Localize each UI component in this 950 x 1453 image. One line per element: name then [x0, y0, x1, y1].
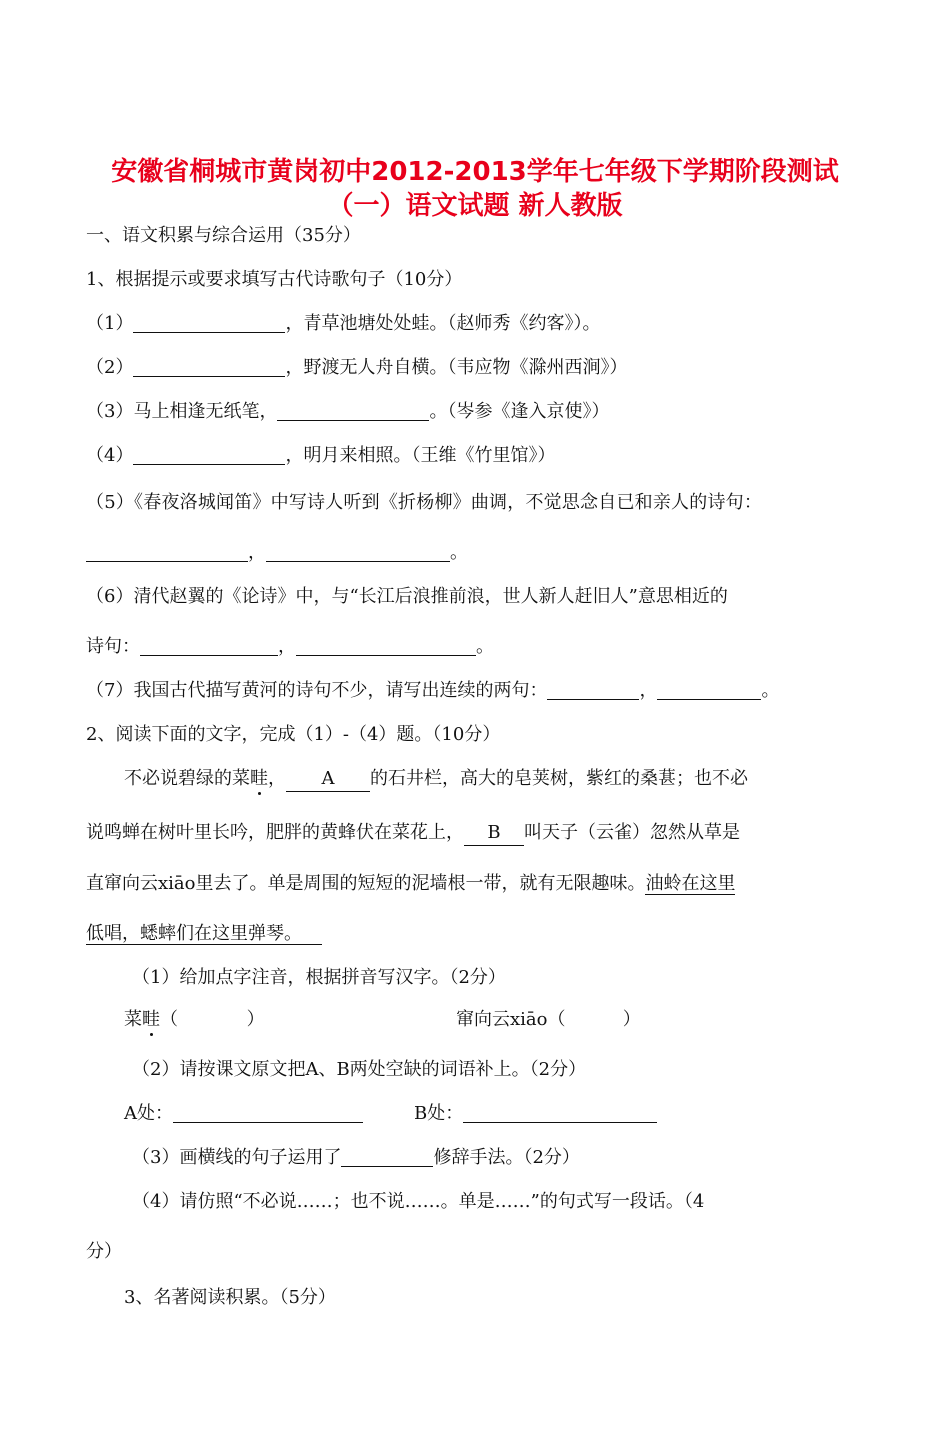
answer-label: B处：	[414, 1103, 464, 1124]
end-mark: 。	[476, 636, 494, 657]
dotted-char: 畦	[142, 1009, 160, 1030]
item-number: （2）	[86, 357, 134, 378]
item-text: ，野渡无人舟自横。（韦应物《滁州西涧》）	[285, 357, 628, 378]
passage-line-3	[86, 872, 735, 896]
q1-item-7	[86, 679, 779, 703]
item-number: （4）	[86, 445, 134, 466]
item-number: （1）	[86, 313, 134, 334]
item-text: （7）我国古代描写黄河的诗句不少，请写出连续的两句：	[86, 680, 548, 701]
title-line-1: 安徽省桐城市黄岗初中2012-2013学年七年级下学期阶段测试	[111, 157, 839, 187]
answer-blank[interactable]	[657, 679, 761, 700]
answer-blank[interactable]	[140, 635, 278, 656]
answer-blank[interactable]	[341, 1146, 433, 1167]
section-1-heading: 一、语文积累与综合运用（35分）	[86, 225, 361, 246]
q2-sub-1-answer-a	[124, 1008, 265, 1032]
passage-text: ，	[268, 768, 286, 789]
q2-sub-4-cont: 分）	[86, 1241, 122, 1262]
q3-heading: 3、名著阅读积累。（5分）	[124, 1287, 336, 1308]
passage-text: 叫天子（云雀）忽然从草是	[524, 822, 740, 843]
q1-item-1	[86, 312, 600, 336]
item-text: ，青草池塘处处蛙。（赵师秀《约客》）。	[285, 313, 601, 334]
passage-text: 说鸣蝉在树叶里长吟，肥胖的黄蜂伏在菜花上，	[86, 822, 464, 843]
answer-blank[interactable]	[463, 1102, 657, 1123]
passage-text: 的石井栏，高大的皂荚树，紫红的桑葚；也不必	[370, 768, 748, 789]
q1-item-2	[86, 356, 627, 380]
q1-item-3	[86, 400, 609, 424]
q2-sub-4: （4）请仿照“不必说……；也不说……。单是……”的句式写一段话。（4	[132, 1191, 705, 1212]
item-text: ，明月来相照。（王维《竹里馆》）	[285, 445, 556, 466]
q2-heading: 2、阅读下面的文字，完成（1）-（4）题。（10分）	[86, 724, 501, 745]
passage-line-1	[124, 767, 748, 792]
q2-sub-1-answer-b[interactable]: 窜向云xiāo（ ）	[456, 1009, 641, 1030]
q2-sub-1: （1）给加点字注音，根据拼音写汉字。（2分）	[132, 967, 506, 988]
q1-heading: 1、根据提示或要求填写古代诗歌句子（10分）	[86, 269, 463, 290]
passage-text: 不必说碧绿的菜	[124, 768, 250, 789]
answer-blank[interactable]	[277, 400, 429, 421]
question-text: （3）画横线的句子运用了	[132, 1147, 342, 1168]
end-mark: 。	[450, 542, 468, 563]
answer-blank[interactable]	[133, 444, 285, 465]
q1-item-5: （5）《春夜洛城闻笛》中写诗人听到《折杨柳》曲调，不觉思念自已和亲人的诗句：	[86, 492, 763, 513]
answer-blank[interactable]	[266, 541, 450, 562]
q2-sub-2-answer-a	[124, 1102, 363, 1126]
separator: ，	[278, 636, 296, 657]
blank-b[interactable]: B	[464, 821, 524, 846]
q1-item-4	[86, 444, 555, 468]
blank-a[interactable]: A	[286, 767, 370, 792]
end-mark: 。	[761, 680, 780, 701]
underlined-sentence: 油蛉在这里	[645, 873, 736, 894]
item-number: （3）	[86, 401, 134, 422]
underlined-sentence: 低唱，蟋蟀们在这里弹琴。	[86, 923, 322, 945]
answer-label: A处：	[124, 1103, 173, 1124]
q1-item-6-answers	[86, 635, 494, 659]
answer-blank[interactable]	[173, 1102, 363, 1123]
title-line-2: （一）语文试题 新人教版	[327, 191, 623, 221]
answer-blank[interactable]	[86, 541, 248, 562]
answer-blank[interactable]	[296, 635, 476, 656]
answer-bracket[interactable]: （ ）	[160, 1009, 265, 1030]
q2-sub-2: （2）请按课文原文把A、B两处空缺的词语补上。（2分）	[132, 1059, 587, 1080]
passage-text: 直窜向云xiāo里去了。单是周围的短短的泥墙根一带，就有无限趣味。	[86, 873, 646, 894]
item-text-pre: 马上相逢无纸笔，	[133, 401, 278, 422]
q1-item-5-answers	[86, 541, 468, 565]
item-text: 。（岑参《逢入京使》）	[429, 401, 610, 422]
passage-line-2	[86, 821, 740, 846]
passage-line-4	[86, 922, 322, 946]
dotted-char: 畦	[250, 768, 268, 789]
separator: ，	[248, 542, 266, 563]
question-text: 修辞手法。（2分）	[433, 1147, 580, 1168]
answer-blank[interactable]	[547, 679, 639, 700]
q2-sub-2-answer-b	[414, 1102, 657, 1126]
q1-item-6: （6）清代赵翼的《论诗》中，与“长江后浪推前浪，世人新人赶旧人”意思相近的	[86, 586, 728, 607]
q2-sub-3	[132, 1146, 580, 1170]
answer-text: 菜	[124, 1009, 142, 1030]
item-text: 诗句：	[86, 636, 140, 657]
answer-blank[interactable]	[133, 356, 285, 377]
separator: ，	[639, 680, 658, 701]
answer-blank[interactable]	[133, 312, 285, 333]
